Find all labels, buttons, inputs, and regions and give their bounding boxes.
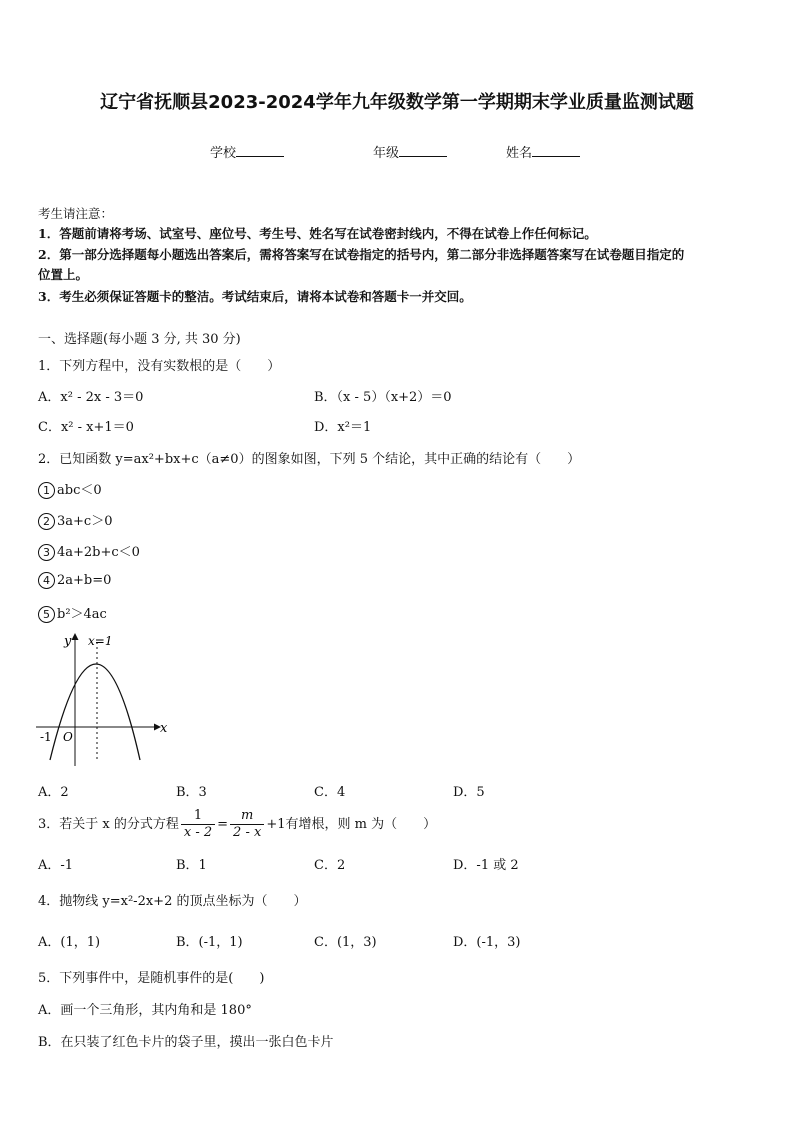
name-blank[interactable] bbox=[532, 144, 580, 157]
school-blank[interactable] bbox=[236, 144, 284, 157]
x-axis-label: x bbox=[160, 721, 168, 736]
q2-option-c[interactable]: C．4 bbox=[314, 785, 346, 800]
notice-item-2-cont: 位置上。 bbox=[38, 267, 89, 282]
q2-option-b[interactable]: B．3 bbox=[176, 785, 207, 800]
q2-statement-1: 1 abc＜0 bbox=[38, 479, 102, 499]
name-field bbox=[506, 142, 580, 161]
y-axis-label: y bbox=[64, 634, 72, 649]
parabola-graph bbox=[32, 628, 182, 768]
notice-item-3: 3．考生必须保证答题卡的整洁。考试结束后，请将本试卷和答题卡一并交回。 bbox=[38, 289, 472, 304]
notice-heading: 考生请注意： bbox=[38, 206, 114, 221]
circled-number-icon: 3 bbox=[38, 544, 55, 561]
fraction-2: $\frac{m}{2 - x}$ bbox=[230, 808, 264, 841]
q3-stem: 3．若关于 x 的分式方程 $\frac{1}{x - 2}$ = $\frac{m}{2 - x}$ +1有增根，则 m 为（ ） bbox=[38, 808, 437, 840]
grade-label: 年级 bbox=[373, 146, 400, 161]
q2-option-d[interactable]: D．5 bbox=[453, 785, 485, 800]
q5-stem: 5．下列事件中，是随机事件的是( ) bbox=[38, 971, 265, 986]
notice-item-1: 1．答题前请将考场、试室号、座位号、考生号、姓名写在试卷密封线内，不得在试卷上作任何标记。 bbox=[38, 226, 597, 241]
school-field bbox=[210, 142, 284, 161]
q4-option-b[interactable]: B．(-1，1) bbox=[176, 935, 243, 950]
q2-statement-2: 2 3a+c＞0 bbox=[38, 510, 112, 530]
school-label: 学校 bbox=[210, 146, 237, 161]
q1-option-b[interactable]: B．（x - 5）（x+2）＝0 bbox=[314, 390, 452, 405]
section-heading: 一、选择题(每小题 3 分, 共 30 分) bbox=[38, 332, 241, 347]
circled-number-icon: 1 bbox=[38, 482, 55, 499]
grade-blank[interactable] bbox=[399, 144, 447, 157]
name-label: 姓名 bbox=[506, 146, 533, 161]
grade-field bbox=[373, 142, 447, 161]
circled-number-icon: 4 bbox=[38, 572, 55, 589]
q1-option-c[interactable]: C．x² - x+1＝0 bbox=[38, 420, 134, 435]
neg-one-label: -1 bbox=[40, 730, 52, 744]
q2-option-a[interactable]: A．2 bbox=[38, 785, 69, 800]
fraction-1: $\frac{1}{x - 2}$ bbox=[181, 808, 215, 841]
exam-title: 辽宁省抚顺县2023-2024学年九年级数学第一学期期末学业质量监测试题 bbox=[100, 92, 694, 113]
q3-option-a[interactable]: A．-1 bbox=[38, 858, 74, 873]
q1-option-d[interactable]: D．x²＝1 bbox=[314, 420, 372, 435]
q4-option-a[interactable]: A．(1，1) bbox=[38, 935, 101, 950]
q4-option-d[interactable]: D．(-1，3) bbox=[453, 935, 521, 950]
q5-option-a[interactable]: A．画一个三角形，其内角和是 180° bbox=[38, 1003, 252, 1018]
q5-option-b[interactable]: B．在只装了红色卡片的袋子里，摸出一张白色卡片 bbox=[38, 1035, 334, 1050]
q2-statement-3: 3 4a+2b+c＜0 bbox=[38, 541, 140, 561]
parabola-curve bbox=[50, 664, 140, 760]
q3-option-d[interactable]: D．-1 或 2 bbox=[453, 858, 519, 873]
q1-option-a[interactable]: A．x² - 2x - 3＝0 bbox=[38, 390, 144, 405]
q3-option-b[interactable]: B．1 bbox=[176, 858, 207, 873]
circled-number-icon: 2 bbox=[38, 513, 55, 530]
circled-number-icon: 5 bbox=[38, 606, 55, 623]
q2-statement-4: 4 2a+b=0 bbox=[38, 572, 111, 589]
q4-stem: 4．抛物线 y=x²-2x+2 的顶点坐标为（ ） bbox=[38, 894, 307, 909]
q4-option-c[interactable]: C．(1，3) bbox=[314, 935, 377, 950]
notice-item-2: 2．第一部分选择题每小题选出答案后，需将答案写在试卷指定的括号内，第二部分非选择题答案写在试卷题目指定的 bbox=[38, 247, 685, 262]
symmetry-label: x=1 bbox=[88, 634, 113, 648]
q1-stem: 1．下列方程中，没有实数根的是（ ） bbox=[38, 359, 281, 374]
q2-stem: 2．已知函数 y=ax²+bx+c（a≠0）的图象如图，下列 5 个结论，其中正确的结论有（ ） bbox=[38, 452, 581, 467]
origin-label: O bbox=[63, 730, 73, 744]
q2-statement-5: 5 b²＞4ac bbox=[38, 603, 107, 623]
q3-option-c[interactable]: C．2 bbox=[314, 858, 346, 873]
